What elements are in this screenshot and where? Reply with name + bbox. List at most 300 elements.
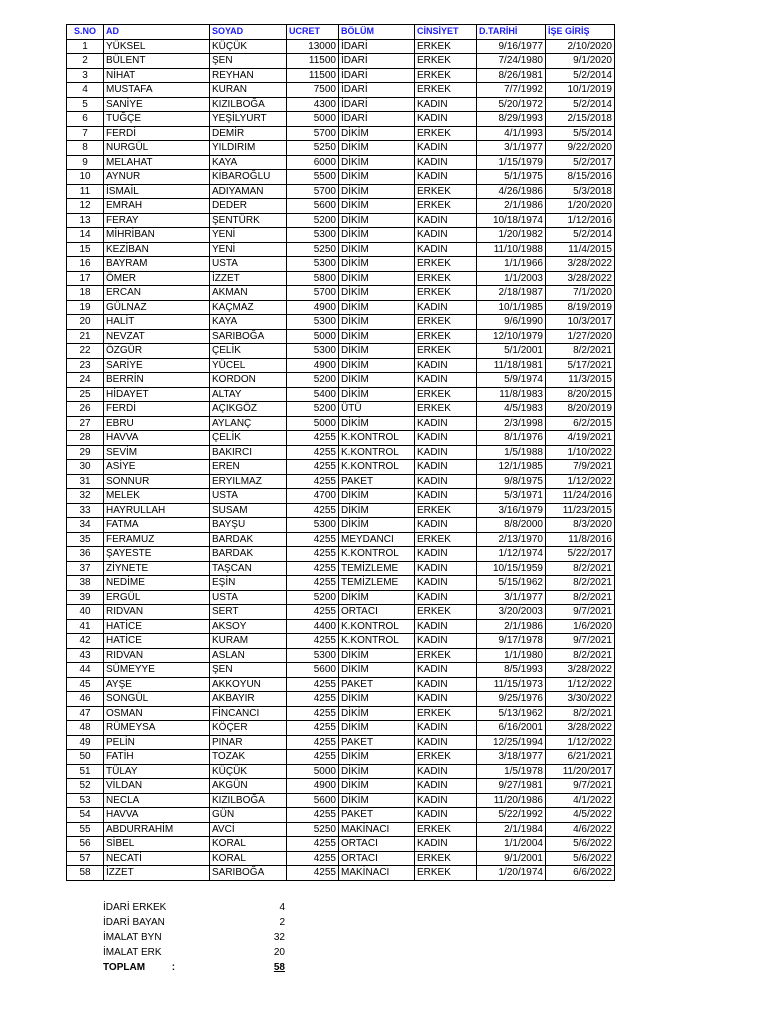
- cell-ad: KEZİBAN: [104, 242, 210, 257]
- cell-dogum-tarihi: 11/10/1988: [477, 242, 546, 257]
- cell-bolum: İDARİ: [339, 112, 415, 127]
- cell-sno: 5: [67, 97, 104, 112]
- cell-dogum-tarihi: 3/1/1977: [477, 141, 546, 156]
- cell-sno: 2: [67, 54, 104, 69]
- table-row: [67, 648, 615, 663]
- cell-soyad: PINAR: [210, 735, 287, 750]
- cell-ise-giris: 11/4/2015: [546, 242, 615, 257]
- cell-cinsiyet: KADIN: [415, 97, 477, 112]
- table-row: [67, 779, 615, 794]
- cell-dogum-tarihi: 5/22/1992: [477, 808, 546, 823]
- cell-cinsiyet: KADIN: [415, 518, 477, 533]
- cell-ad: VİLDAN: [104, 779, 210, 794]
- cell-ucret: 4255: [287, 547, 339, 562]
- cell-cinsiyet: KADIN: [415, 373, 477, 388]
- cell-ad: NURGÜL: [104, 141, 210, 156]
- cell-soyad: YENİ: [210, 228, 287, 243]
- summary-row: [103, 915, 285, 930]
- cell-sno: 58: [67, 866, 104, 881]
- cell-sno: 41: [67, 619, 104, 634]
- cell-bolum: PAKET: [339, 677, 415, 692]
- cell-ucret: 4255: [287, 474, 339, 489]
- cell-dogum-tarihi: 2/13/1970: [477, 532, 546, 547]
- cell-ad: PELİN: [104, 735, 210, 750]
- cell-sno: 52: [67, 779, 104, 794]
- table-row: [67, 634, 615, 649]
- cell-ad: HATİCE: [104, 634, 210, 649]
- table-row: [67, 793, 615, 808]
- cell-dogum-tarihi: 8/5/1993: [477, 663, 546, 678]
- header-sno: S.NO: [67, 25, 104, 40]
- cell-bolum: PAKET: [339, 808, 415, 823]
- summary-label: İMALAT BYN: [103, 932, 162, 943]
- cell-ucret: 4255: [287, 605, 339, 620]
- table-row: [67, 460, 615, 475]
- summary-row: [103, 945, 285, 960]
- cell-bolum: K.KONTROL: [339, 460, 415, 475]
- cell-cinsiyet: KADIN: [415, 358, 477, 373]
- cell-ad: YÜKSEL: [104, 39, 210, 54]
- cell-sno: 34: [67, 518, 104, 533]
- cell-dogum-tarihi: 5/13/1962: [477, 706, 546, 721]
- cell-ucret: 4255: [287, 460, 339, 475]
- cell-soyad: YENİ: [210, 242, 287, 257]
- cell-ucret: 5600: [287, 199, 339, 214]
- cell-ucret: 4900: [287, 779, 339, 794]
- table-row: [67, 561, 615, 576]
- table-row: [67, 822, 615, 837]
- table-row: [67, 619, 615, 634]
- cell-soyad: BAKIRCI: [210, 445, 287, 460]
- table-row: [67, 39, 615, 54]
- cell-sno: 30: [67, 460, 104, 475]
- cell-soyad: USTA: [210, 590, 287, 605]
- cell-ise-giris: 1/10/2022: [546, 445, 615, 460]
- cell-ad: NEDİME: [104, 576, 210, 591]
- cell-cinsiyet: KADIN: [415, 764, 477, 779]
- cell-ise-giris: 8/2/2021: [546, 576, 615, 591]
- cell-sno: 3: [67, 68, 104, 83]
- cell-cinsiyet: ERKEK: [415, 402, 477, 417]
- cell-bolum: DİKİM: [339, 590, 415, 605]
- summary-value: 2: [279, 917, 285, 928]
- cell-cinsiyet: KADIN: [415, 619, 477, 634]
- cell-ise-giris: 11/23/2015: [546, 503, 615, 518]
- cell-bolum: DİKİM: [339, 518, 415, 533]
- cell-ise-giris: 1/12/2016: [546, 213, 615, 228]
- cell-dogum-tarihi: 5/3/1971: [477, 489, 546, 504]
- cell-ucret: 5600: [287, 793, 339, 808]
- total-value: 58: [273, 962, 285, 973]
- summary-body: [103, 900, 285, 960]
- cell-sno: 31: [67, 474, 104, 489]
- cell-ise-giris: 7/1/2020: [546, 286, 615, 301]
- cell-soyad: BARDAK: [210, 547, 287, 562]
- cell-sno: 10: [67, 170, 104, 185]
- cell-cinsiyet: ERKEK: [415, 83, 477, 98]
- cell-dogum-tarihi: 10/1/1985: [477, 300, 546, 315]
- cell-bolum: PAKET: [339, 474, 415, 489]
- cell-cinsiyet: KADIN: [415, 213, 477, 228]
- cell-ise-giris: 5/2/2014: [546, 68, 615, 83]
- cell-soyad: ERYILMAZ: [210, 474, 287, 489]
- table-row: [67, 706, 615, 721]
- cell-soyad: AÇIKGÖZ: [210, 402, 287, 417]
- cell-bolum: DİKİM: [339, 286, 415, 301]
- table-row: [67, 329, 615, 344]
- cell-sno: 35: [67, 532, 104, 547]
- cell-ise-giris: 5/3/2018: [546, 184, 615, 199]
- cell-ise-giris: 8/20/2015: [546, 387, 615, 402]
- cell-dogum-tarihi: 7/24/1980: [477, 54, 546, 69]
- cell-soyad: BARDAK: [210, 532, 287, 547]
- cell-bolum: DİKİM: [339, 170, 415, 185]
- cell-ad: RIDVAN: [104, 648, 210, 663]
- cell-cinsiyet: ERKEK: [415, 822, 477, 837]
- cell-bolum: DİKİM: [339, 329, 415, 344]
- cell-bolum: DİKİM: [339, 750, 415, 765]
- total-label: TOPLAM: [103, 962, 146, 973]
- cell-dogum-tarihi: 9/6/1990: [477, 315, 546, 330]
- cell-soyad: KAYA: [210, 315, 287, 330]
- table-row: [67, 141, 615, 156]
- cell-ucret: 11500: [287, 54, 339, 69]
- cell-ise-giris: 3/28/2022: [546, 271, 615, 286]
- cell-soyad: KIZILBOĞA: [210, 793, 287, 808]
- cell-dogum-tarihi: 11/20/1986: [477, 793, 546, 808]
- header-bolum: BÖLÜM: [339, 25, 415, 40]
- header-soyad: SOYAD: [210, 25, 287, 40]
- cell-cinsiyet: ERKEK: [415, 605, 477, 620]
- cell-ad: NİHAT: [104, 68, 210, 83]
- cell-ad: HAYRULLAH: [104, 503, 210, 518]
- table-row: [67, 735, 615, 750]
- cell-dogum-tarihi: 5/15/1962: [477, 576, 546, 591]
- cell-soyad: KIZILBOĞA: [210, 97, 287, 112]
- cell-bolum: ORTACI: [339, 605, 415, 620]
- total-label-cell: [103, 960, 253, 975]
- cell-ad: HAVVA: [104, 431, 210, 446]
- cell-cinsiyet: KADIN: [415, 721, 477, 736]
- cell-ad: EBRU: [104, 416, 210, 431]
- cell-cinsiyet: ERKEK: [415, 54, 477, 69]
- cell-ise-giris: 1/12/2022: [546, 735, 615, 750]
- cell-ucret: 4255: [287, 532, 339, 547]
- cell-cinsiyet: KADIN: [415, 663, 477, 678]
- cell-ise-giris: 4/6/2022: [546, 822, 615, 837]
- cell-dogum-tarihi: 10/15/1959: [477, 561, 546, 576]
- header-ad: AD: [104, 25, 210, 40]
- cell-bolum: DİKİM: [339, 242, 415, 257]
- cell-ucret: 5200: [287, 373, 339, 388]
- cell-ucret: 5250: [287, 141, 339, 156]
- table-row: [67, 242, 615, 257]
- cell-bolum: DİKİM: [339, 648, 415, 663]
- cell-ad: RIDVAN: [104, 605, 210, 620]
- cell-ucret: 4255: [287, 677, 339, 692]
- cell-soyad: YILDIRIM: [210, 141, 287, 156]
- cell-ucret: 5000: [287, 416, 339, 431]
- cell-bolum: PAKET: [339, 735, 415, 750]
- cell-bolum: MEYDANCI: [339, 532, 415, 547]
- cell-sno: 39: [67, 590, 104, 605]
- cell-ise-giris: 5/5/2014: [546, 126, 615, 141]
- cell-cinsiyet: KADIN: [415, 300, 477, 315]
- cell-sno: 57: [67, 851, 104, 866]
- cell-ucret: 5000: [287, 764, 339, 779]
- table-row: [67, 445, 615, 460]
- cell-dogum-tarihi: 3/1/1977: [477, 590, 546, 605]
- cell-cinsiyet: KADIN: [415, 141, 477, 156]
- cell-cinsiyet: ERKEK: [415, 750, 477, 765]
- cell-ise-giris: 4/19/2021: [546, 431, 615, 446]
- cell-ad: ŞAYESTE: [104, 547, 210, 562]
- cell-cinsiyet: KADIN: [415, 228, 477, 243]
- cell-sno: 32: [67, 489, 104, 504]
- cell-dogum-tarihi: 2/1/1986: [477, 619, 546, 634]
- cell-bolum: MAKİNACI: [339, 822, 415, 837]
- table-row: [67, 866, 615, 881]
- cell-soyad: AKBAYIR: [210, 692, 287, 707]
- cell-dogum-tarihi: 9/16/1977: [477, 39, 546, 54]
- cell-ucret: 4300: [287, 97, 339, 112]
- cell-cinsiyet: ERKEK: [415, 184, 477, 199]
- cell-soyad: AKSOY: [210, 619, 287, 634]
- cell-ucret: 5700: [287, 184, 339, 199]
- table-row: [67, 112, 615, 127]
- cell-cinsiyet: ERKEK: [415, 39, 477, 54]
- cell-bolum: İDARİ: [339, 39, 415, 54]
- cell-ad: ERCAN: [104, 286, 210, 301]
- table-row: [67, 271, 615, 286]
- cell-bolum: DİKİM: [339, 373, 415, 388]
- cell-ise-giris: 8/15/2016: [546, 170, 615, 185]
- cell-ucret: 5700: [287, 286, 339, 301]
- cell-ise-giris: 5/2/2014: [546, 97, 615, 112]
- cell-ad: SARİYE: [104, 358, 210, 373]
- cell-ucret: 5000: [287, 329, 339, 344]
- cell-bolum: DİKİM: [339, 503, 415, 518]
- table-row: [67, 489, 615, 504]
- cell-soyad: KORAL: [210, 851, 287, 866]
- cell-bolum: DİKİM: [339, 344, 415, 359]
- cell-sno: 11: [67, 184, 104, 199]
- cell-ise-giris: 10/1/2019: [546, 83, 615, 98]
- cell-cinsiyet: ERKEK: [415, 387, 477, 402]
- cell-ad: HALİT: [104, 315, 210, 330]
- cell-dogum-tarihi: 4/5/1983: [477, 402, 546, 417]
- cell-cinsiyet: KADIN: [415, 808, 477, 823]
- cell-bolum: DİKİM: [339, 257, 415, 272]
- cell-sno: 16: [67, 257, 104, 272]
- cell-bolum: MAKİNACI: [339, 866, 415, 881]
- cell-cinsiyet: KADIN: [415, 677, 477, 692]
- cell-bolum: DİKİM: [339, 155, 415, 170]
- cell-ucret: 4700: [287, 489, 339, 504]
- cell-bolum: DİKİM: [339, 706, 415, 721]
- cell-sno: 22: [67, 344, 104, 359]
- cell-dogum-tarihi: 5/1/1975: [477, 170, 546, 185]
- cell-bolum: DİKİM: [339, 126, 415, 141]
- cell-sno: 46: [67, 692, 104, 707]
- cell-sno: 50: [67, 750, 104, 765]
- cell-cinsiyet: KADIN: [415, 634, 477, 649]
- cell-ad: SONNUR: [104, 474, 210, 489]
- cell-soyad: USTA: [210, 489, 287, 504]
- cell-sno: 47: [67, 706, 104, 721]
- cell-dogum-tarihi: 7/7/1992: [477, 83, 546, 98]
- cell-bolum: DİKİM: [339, 663, 415, 678]
- cell-cinsiyet: KADIN: [415, 576, 477, 591]
- cell-sno: 23: [67, 358, 104, 373]
- cell-cinsiyet: KADIN: [415, 489, 477, 504]
- cell-dogum-tarihi: 1/5/1978: [477, 764, 546, 779]
- cell-bolum: DİKİM: [339, 764, 415, 779]
- cell-ad: TUĞÇE: [104, 112, 210, 127]
- cell-cinsiyet: KADIN: [415, 416, 477, 431]
- cell-bolum: DİKİM: [339, 228, 415, 243]
- cell-cinsiyet: ERKEK: [415, 503, 477, 518]
- table-row: [67, 750, 615, 765]
- cell-ad: TÜLAY: [104, 764, 210, 779]
- cell-bolum: ÜTÜ: [339, 402, 415, 417]
- cell-ad: SONGÜL: [104, 692, 210, 707]
- cell-dogum-tarihi: 12/25/1994: [477, 735, 546, 750]
- cell-soyad: YEŞİLYURT: [210, 112, 287, 127]
- cell-dogum-tarihi: 2/18/1987: [477, 286, 546, 301]
- cell-ise-giris: 5/17/2021: [546, 358, 615, 373]
- cell-ucret: 13000: [287, 39, 339, 54]
- cell-soyad: SERT: [210, 605, 287, 620]
- cell-ucret: 11500: [287, 68, 339, 83]
- cell-ucret: 7500: [287, 83, 339, 98]
- cell-sno: 44: [67, 663, 104, 678]
- cell-soyad: KAYA: [210, 155, 287, 170]
- cell-soyad: KORDON: [210, 373, 287, 388]
- cell-soyad: FİNCANCI: [210, 706, 287, 721]
- cell-ucret: 4255: [287, 634, 339, 649]
- cell-ise-giris: 8/2/2021: [546, 561, 615, 576]
- table-row: [67, 576, 615, 591]
- cell-bolum: İDARİ: [339, 68, 415, 83]
- cell-dogum-tarihi: 11/15/1973: [477, 677, 546, 692]
- cell-ise-giris: 1/12/2022: [546, 474, 615, 489]
- cell-dogum-tarihi: 1/15/1979: [477, 155, 546, 170]
- cell-ucret: 4900: [287, 300, 339, 315]
- cell-sno: 14: [67, 228, 104, 243]
- cell-dogum-tarihi: 4/26/1986: [477, 184, 546, 199]
- cell-sno: 8: [67, 141, 104, 156]
- cell-dogum-tarihi: 8/1/1976: [477, 431, 546, 446]
- cell-bolum: DİKİM: [339, 141, 415, 156]
- header-dogum-tarihi: D.TARİHİ: [477, 25, 546, 40]
- table-row: [67, 532, 615, 547]
- table-row: [67, 315, 615, 330]
- cell-soyad: KÜÇÜK: [210, 764, 287, 779]
- cell-sno: 43: [67, 648, 104, 663]
- cell-cinsiyet: ERKEK: [415, 851, 477, 866]
- table-row: [67, 155, 615, 170]
- cell-ad: SİBEL: [104, 837, 210, 852]
- cell-cinsiyet: ERKEK: [415, 315, 477, 330]
- cell-ise-giris: 9/7/2021: [546, 605, 615, 620]
- cell-ise-giris: 8/20/2019: [546, 402, 615, 417]
- cell-ise-giris: 3/30/2022: [546, 692, 615, 707]
- table-row: [67, 605, 615, 620]
- cell-sno: 45: [67, 677, 104, 692]
- cell-sno: 9: [67, 155, 104, 170]
- table-row: [67, 387, 615, 402]
- table-row: [67, 402, 615, 417]
- cell-sno: 27: [67, 416, 104, 431]
- cell-dogum-tarihi: 10/18/1974: [477, 213, 546, 228]
- cell-ad: MELAHAT: [104, 155, 210, 170]
- cell-ise-giris: 6/21/2021: [546, 750, 615, 765]
- summary-total-row: [103, 960, 285, 975]
- cell-dogum-tarihi: 1/20/1982: [477, 228, 546, 243]
- cell-ise-giris: 8/2/2021: [546, 590, 615, 605]
- cell-ad: BAYRAM: [104, 257, 210, 272]
- table-row: [67, 126, 615, 141]
- header-ucret: UCRET: [287, 25, 339, 40]
- cell-soyad: ASLAN: [210, 648, 287, 663]
- cell-ad: HAVVA: [104, 808, 210, 823]
- cell-ad: MELEK: [104, 489, 210, 504]
- cell-cinsiyet: KADIN: [415, 170, 477, 185]
- cell-ad: NECLA: [104, 793, 210, 808]
- cell-cinsiyet: ERKEK: [415, 257, 477, 272]
- cell-ucret: 4255: [287, 735, 339, 750]
- cell-dogum-tarihi: 5/9/1974: [477, 373, 546, 388]
- cell-ise-giris: 5/6/2022: [546, 837, 615, 852]
- cell-ad: FERAMUZ: [104, 532, 210, 547]
- cell-soyad: ŞEN: [210, 663, 287, 678]
- cell-sno: 48: [67, 721, 104, 736]
- cell-ise-giris: 8/19/2019: [546, 300, 615, 315]
- table-row: [67, 184, 615, 199]
- cell-bolum: DİKİM: [339, 315, 415, 330]
- cell-ucret: 6000: [287, 155, 339, 170]
- summary-value: 4: [279, 902, 285, 913]
- table-row: [67, 663, 615, 678]
- cell-bolum: K.KONTROL: [339, 431, 415, 446]
- cell-sno: 33: [67, 503, 104, 518]
- cell-dogum-tarihi: 9/1/2001: [477, 851, 546, 866]
- table-row: [67, 228, 615, 243]
- cell-ucret: 5250: [287, 242, 339, 257]
- cell-sno: 36: [67, 547, 104, 562]
- cell-cinsiyet: KADIN: [415, 460, 477, 475]
- table-row: [67, 431, 615, 446]
- cell-cinsiyet: ERKEK: [415, 866, 477, 881]
- cell-ucret: 5300: [287, 257, 339, 272]
- cell-ad: HİDAYET: [104, 387, 210, 402]
- cell-cinsiyet: KADIN: [415, 155, 477, 170]
- cell-bolum: TEMİZLEME: [339, 561, 415, 576]
- cell-sno: 24: [67, 373, 104, 388]
- table-row: [67, 764, 615, 779]
- cell-dogum-tarihi: 2/1/1984: [477, 822, 546, 837]
- cell-ise-giris: 8/3/2020: [546, 518, 615, 533]
- cell-ucret: 5300: [287, 518, 339, 533]
- cell-dogum-tarihi: 2/3/1998: [477, 416, 546, 431]
- cell-ad: FATMA: [104, 518, 210, 533]
- cell-soyad: TAŞCAN: [210, 561, 287, 576]
- cell-ad: SEVİM: [104, 445, 210, 460]
- cell-cinsiyet: ERKEK: [415, 532, 477, 547]
- cell-cinsiyet: ERKEK: [415, 329, 477, 344]
- cell-sno: 26: [67, 402, 104, 417]
